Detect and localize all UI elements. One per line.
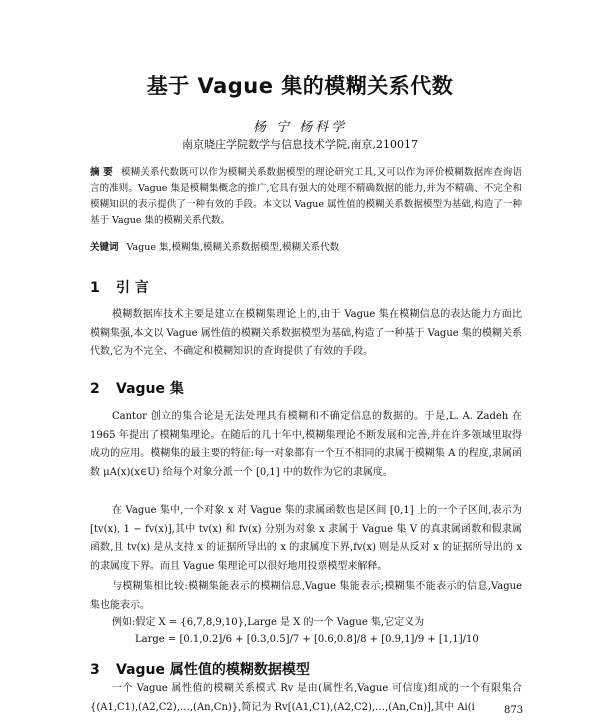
section-number: 1 — [90, 280, 100, 296]
keywords-text: Vague 集,模糊集,模糊关系数据模型,模糊关系代数 — [126, 242, 340, 253]
section-3-paragraph: 一个 Vague 属性值的模糊关系模式 Rv 是由(属性名,Vague 可信度)组成的一个有限集合 {(A1,C1),(A2,C2),…,(An,Cn)},简记为 Rv[(A1,C1),(A2,C2),…,(An,Cn)],其中 Ai(i — [90, 683, 522, 713]
section-2-paragraph-1: Cantor 创立的集合论是无法处理具有模糊和不确定信息的数据的。于是,L. A. Zadeh 在 1965 年提出了模糊集理论。在随后的几十年中,模糊集理论不断发展和完善,并在许多领域里取得成功的应用。模糊集的最主要的特征:每一对象都有一个互不相同的隶属于模糊集 A 的程度,隶属函数 μA(x)(x∈U) 给每个对象分派一个 [0,1] 中的数作为它的隶属度。 — [90, 411, 522, 478]
page-number: 873 — [504, 705, 524, 716]
equation: Large = [0.1,0.2]/6 + [0.3,0.5]/7 + [0.6,0.8]/8 + [0.9,1]/9 + [1,1]/10 — [135, 634, 479, 645]
section-title: Vague 属性值的模糊数据模型 — [116, 662, 310, 678]
keywords — [90, 240, 522, 256]
abstract-text: 模糊关系代数既可以作为模糊关系数据模型的理论研究工具,又可以作为评价模糊数据库查询语言的准则。Vague 集是模糊集概念的推广,它具有强大的处理不精确数据的能力,并为不精确、不完全和模糊知识的表示提供了一种有效的手段。本文以 Vague 属性值的模糊关系数据模型为基础,构造了一种基于 Vague 集的模糊关系代数。 — [90, 167, 522, 226]
example-line: 例如:假定 X = {6,7,8,9,10},Large 是 X 的一个 Vague 集,它定义为 — [112, 617, 425, 628]
keywords-label: 关键词 — [90, 242, 119, 253]
section-number: 2 — [90, 381, 100, 397]
abstract — [90, 165, 522, 229]
abstract-label: 摘 要 — [90, 167, 113, 178]
section-number: 3 — [90, 662, 100, 678]
paper-title: 基于 Vague 集的模糊关系代数 — [146, 74, 454, 98]
section-title: 引 言 — [116, 280, 149, 296]
section-heading-2 — [90, 378, 184, 398]
section-1-paragraph: 模糊数据库技术主要是建立在模糊集理论上的,由于 Vague 集在模糊信息的表达能力方面比模糊集强,本文以 Vague 属性值的模糊关系数据模型为基础,构造了一种基于 Vague 集的模糊关系代数,它为不完全、不确定和模糊知识的查询提供了有效的手段。 — [90, 309, 522, 357]
section-title: Vague 集 — [116, 381, 184, 397]
section-heading-3 — [90, 659, 310, 679]
section-heading-1 — [90, 277, 149, 297]
authors: 杨 宁 杨科学 — [252, 120, 348, 135]
affiliation: 南京晓庄学院数学与信息技术学院,南京,210017 — [182, 138, 418, 151]
section-2-paragraph-2: 在 Vague 集中,一个对象 x 对 Vague 集的隶属函数也是区间 [0,1] 上的一个子区间,表示为 [tv(x), 1 − fv(x)],其中 tv(x) 和 fv(x) 分别为对象 x 隶属于 Vague 集 V 的真隶属函数和假隶属函数,且 tv(x) 是从支持 x 的证据所导出的 x 的隶属度下界,fv(x) 则是从反对 x 的证据所导出的 x 的隶属度下界。而且 Vague 集理论可以很好地用投票模型来解释。 — [90, 505, 522, 572]
section-2-paragraph-3: 与模糊集相比较:模糊集能表示的模糊信息,Vague 集能表示;模糊集不能表示的信息,Vague 集也能表示。 — [90, 581, 522, 611]
